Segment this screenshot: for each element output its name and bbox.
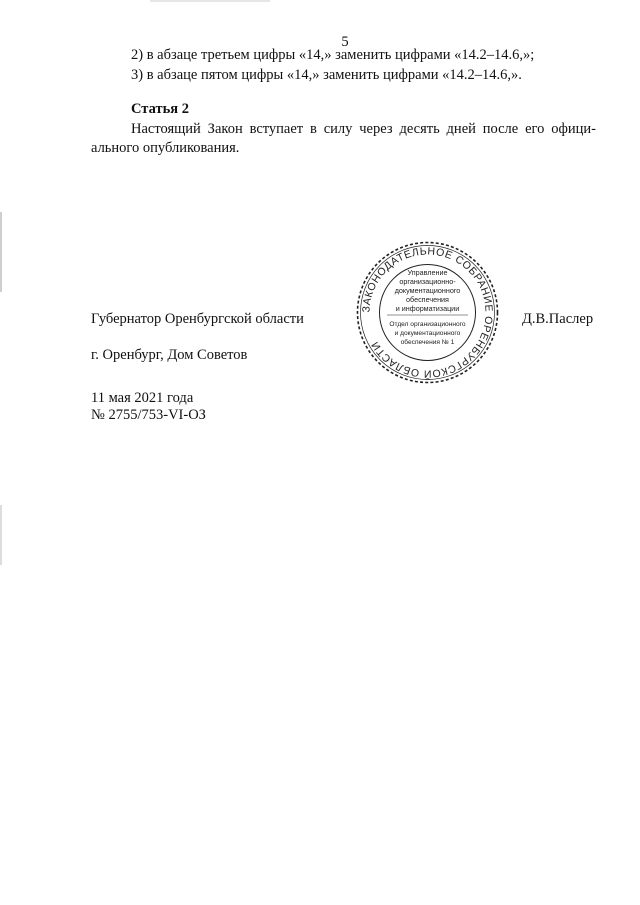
seal-line: обеспечения № 1 [400,339,455,346]
scan-artifact [150,0,270,2]
signatory-position: Губернатор Оренбургской области [91,311,304,327]
seal-line: и информатизации [395,304,460,313]
signing-place: г. Оренбург, Дом Советов [91,347,248,363]
seal-line: документационного [394,286,461,295]
article-text-line-1: Настоящий Закон вступает в силу через десять дней после его офици- [131,121,596,137]
seal-line: организационно- [399,277,456,286]
seal-line: и документационного [394,330,461,337]
seal-line: обеспечения [406,295,449,304]
article-heading: Статья 2 [131,101,189,117]
list-item-2: 2) в абзаце третьем цифры «14,» заменить цифрами «14.2–14.6,»; [131,47,535,63]
seal-line: Управление [407,268,448,277]
scan-edge-mark [0,212,2,292]
seal-line: Отдел организационного [389,321,466,328]
signing-date: 11 мая 2021 года [91,390,194,406]
seal-ring-text: ЗАКОНОДАТЕЛЬНОЕ СОБРАНИЕ ОРЕНБУРГСКОЙ ОБЛАСТИ [360,245,495,380]
page-number: 5 [341,34,349,50]
article-text-line-2: ального опубликования. [91,140,240,156]
official-seal-stamp [355,240,500,385]
scan-edge-mark [0,505,2,565]
signatory-name: Д.В.Паслер [522,311,594,327]
list-item-3: 3) в абзаце пятом цифры «14,» заменить цифрами «14.2–14.6,». [131,67,522,83]
document-number: № 2755/753-VI-ОЗ [91,407,206,423]
